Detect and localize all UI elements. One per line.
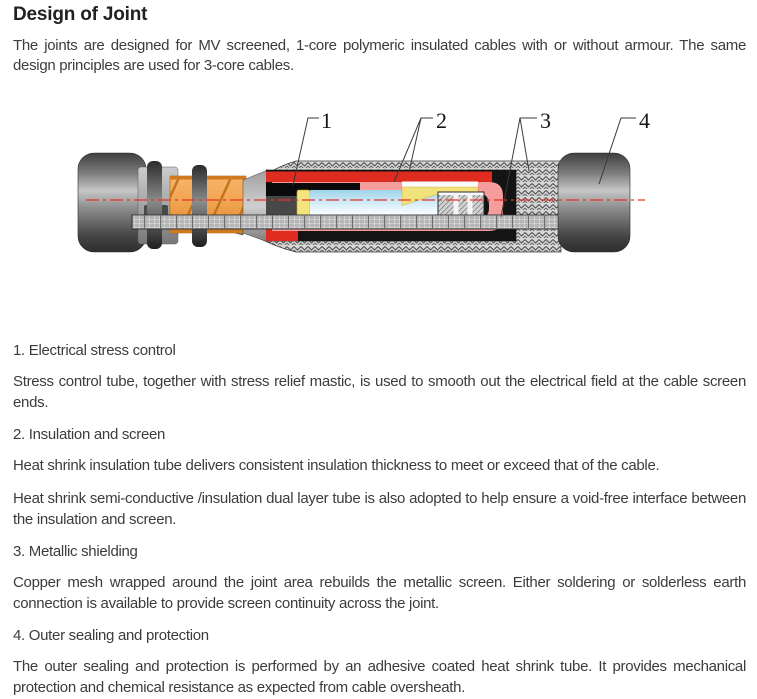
callout-1-label: 1 xyxy=(321,108,332,133)
section-paragraph: Copper mesh wrapped around the joint area rebuilds the metallic screen. Either soldering or solderless earth connection is available to provide screen continuity across the joint. xyxy=(13,574,746,612)
section-heading: 2. Insulation and screen xyxy=(13,426,166,443)
section-outer-sealing-and-protection xyxy=(13,626,746,698)
red-semicon-tube xyxy=(266,172,492,183)
joint-diagram xyxy=(0,100,757,270)
stress-relief-mastic xyxy=(297,190,310,216)
callout-3-label: 3 xyxy=(540,108,551,133)
clamp-ring-left xyxy=(147,161,162,249)
conductor-connector xyxy=(438,192,484,216)
earth-braid xyxy=(132,215,560,229)
joint-diagram-container xyxy=(0,100,757,270)
right-cable-end xyxy=(558,153,630,252)
section-paragraph: Stress control tube, together with stress relief mastic, is used to smooth out the electrical field at the cable screen ends. xyxy=(13,373,746,411)
section-heading: 3. Metallic shielding xyxy=(13,543,138,560)
sections-container xyxy=(13,341,746,698)
callout-4-label: 4 xyxy=(639,108,650,133)
screen-strip-white xyxy=(402,182,478,188)
page-title: Design of Joint xyxy=(13,4,148,25)
left-cable-end xyxy=(78,153,146,252)
section-insulation-and-screen xyxy=(13,425,746,530)
cutaway-interior xyxy=(266,170,516,241)
section-electrical-stress-control xyxy=(13,341,746,413)
section-paragraph: The outer sealing and protection is performed by an adhesive coated heat shrink tube. It provides mechanical protection and chemical resistance as expected from cable oversheath. xyxy=(13,658,746,696)
section-metallic-shielding xyxy=(13,542,746,614)
section-paragraph: Heat shrink insulation tube delivers consistent insulation thickness to meet or exceed that of the cable. xyxy=(13,457,660,474)
callout-2-label: 2 xyxy=(436,108,447,133)
intro-paragraph: The joints are designed for MV screened, 1-core polymeric insulated cables with or without armour. The same design principles are used for 3-core cables. xyxy=(13,37,746,75)
jacket-transition-wedge xyxy=(243,170,268,242)
clamp-ring-right xyxy=(192,165,207,247)
section-heading: 4. Outer sealing and protection xyxy=(13,627,209,644)
section-paragraph: Heat shrink semi-conductive /insulation dual layer tube is also adopted to help ensure a void-free interface between the insulation and screen. xyxy=(13,490,746,528)
section-heading: 1. Electrical stress control xyxy=(13,342,176,359)
